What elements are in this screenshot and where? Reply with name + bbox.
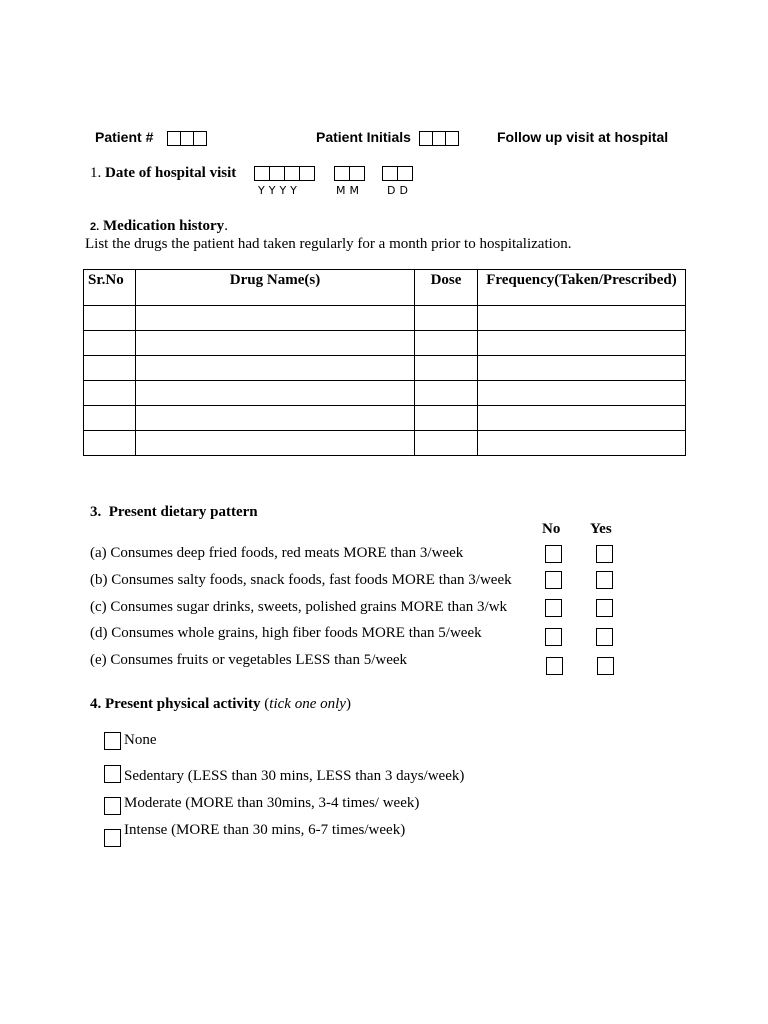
table-header-row — [84, 270, 686, 306]
diet-b-no-checkbox[interactable] — [545, 571, 562, 589]
diet-e-no-checkbox[interactable] — [546, 657, 563, 675]
drug-name-cell[interactable] — [136, 306, 415, 331]
diet-d-yes-checkbox[interactable] — [596, 628, 613, 646]
medication-table — [83, 269, 686, 456]
section-number: 4. — [90, 696, 102, 712]
col-frequency: Frequency(Taken/Prescribed) — [478, 270, 686, 306]
activity-none-label: None — [124, 732, 157, 748]
frequency-cell[interactable] — [478, 356, 686, 381]
section-number: 1. — [90, 165, 102, 181]
col-drug-name: Drug Name(s) — [136, 270, 415, 306]
dose-cell[interactable] — [415, 431, 478, 456]
activity-none-checkbox[interactable] — [104, 732, 121, 750]
month-caption: MM — [336, 184, 363, 197]
diet-a-yes-checkbox[interactable] — [596, 545, 613, 563]
table-row — [84, 331, 686, 356]
activity-sedentary-checkbox[interactable] — [104, 765, 121, 783]
activity-sedentary-label: Sedentary (LESS than 30 mins, LESS than 3 days/week) — [124, 768, 465, 784]
hint-close: ) — [345, 696, 351, 712]
drug-name-cell[interactable] — [136, 406, 415, 431]
diet-item-a: (a) Consumes deep fried foods, red meats MORE than 3/week — [90, 545, 464, 561]
sr-no-cell[interactable] — [84, 331, 136, 356]
col-sr-no: Sr.No — [84, 270, 136, 306]
section-title: Present dietary pattern — [108, 504, 258, 520]
table-row — [84, 431, 686, 456]
diet-item-d: (d) Consumes whole grains, high fiber foods MORE than 5/week — [90, 625, 482, 641]
day-caption: DD — [387, 184, 412, 197]
activity-intense-checkbox[interactable] — [104, 829, 121, 847]
patient-initials-label: Patient Initials — [316, 129, 411, 145]
diet-b-yes-checkbox[interactable] — [596, 571, 613, 589]
frequency-cell[interactable] — [478, 431, 686, 456]
activity-moderate-label: Moderate (MORE than 30mins, 3-4 times/ week) — [124, 795, 420, 811]
visit-day-boxes[interactable] — [382, 166, 413, 181]
section-number: 3. — [90, 504, 102, 520]
patient-number-label: Patient # — [95, 129, 154, 145]
table-row — [84, 306, 686, 331]
patient-number-boxes[interactable] — [167, 131, 207, 146]
diet-item-e: (e) Consumes fruits or vegetables LESS than 5/week — [90, 652, 408, 668]
dose-cell[interactable] — [415, 381, 478, 406]
sr-no-cell[interactable] — [84, 356, 136, 381]
no-column-label: No — [542, 521, 561, 537]
frequency-cell[interactable] — [478, 381, 686, 406]
activity-intense-label: Intense (MORE than 30 mins, 6-7 times/week) — [124, 822, 406, 838]
tick-hint: tick one only — [269, 696, 346, 712]
visit-month-boxes[interactable] — [334, 166, 365, 181]
title-period: . — [224, 218, 228, 234]
drug-name-cell[interactable] — [136, 431, 415, 456]
physical-activity-heading — [90, 696, 351, 713]
yes-column-label: Yes — [590, 521, 612, 537]
visit-date-label — [90, 165, 236, 182]
table-row — [84, 381, 686, 406]
table-row — [84, 406, 686, 431]
diet-item-b: (b) Consumes salty foods, snack foods, fast foods MORE than 3/week — [90, 572, 512, 588]
diet-c-yes-checkbox[interactable] — [596, 599, 613, 617]
diet-e-yes-checkbox[interactable] — [597, 657, 614, 675]
drug-name-cell[interactable] — [136, 331, 415, 356]
medication-instruction: List the drugs the patient had taken regularly for a month prior to hospitalization. — [85, 236, 572, 252]
year-caption: YYYY — [258, 184, 301, 197]
diet-d-no-checkbox[interactable] — [545, 628, 562, 646]
dose-cell[interactable] — [415, 406, 478, 431]
table-row — [84, 356, 686, 381]
dose-cell[interactable] — [415, 356, 478, 381]
dose-cell[interactable] — [415, 306, 478, 331]
sr-no-cell[interactable] — [84, 406, 136, 431]
frequency-cell[interactable] — [478, 306, 686, 331]
diet-item-c: (c) Consumes sugar drinks, sweets, polished grains MORE than 3/wk — [90, 599, 508, 615]
drug-name-cell[interactable] — [136, 356, 415, 381]
drug-name-cell[interactable] — [136, 381, 415, 406]
section-title: Date of hospital visit — [105, 165, 237, 181]
patient-initials-boxes[interactable] — [419, 131, 459, 146]
diet-a-no-checkbox[interactable] — [545, 545, 562, 563]
sr-no-cell[interactable] — [84, 431, 136, 456]
section-number: 2. — [90, 221, 100, 233]
col-dose: Dose — [415, 270, 478, 306]
section-title: Medication history — [102, 218, 225, 234]
frequency-cell[interactable] — [478, 331, 686, 356]
sr-no-cell[interactable] — [84, 381, 136, 406]
sr-no-cell[interactable] — [84, 306, 136, 331]
medication-history-heading — [90, 218, 228, 235]
visit-type-label: Follow up visit at hospital — [497, 129, 669, 145]
hint-open: ( — [264, 696, 270, 712]
dose-cell[interactable] — [415, 331, 478, 356]
diet-c-no-checkbox[interactable] — [545, 599, 562, 617]
dietary-pattern-heading — [90, 504, 258, 521]
visit-year-boxes[interactable] — [254, 166, 315, 181]
activity-moderate-checkbox[interactable] — [104, 797, 121, 815]
frequency-cell[interactable] — [478, 406, 686, 431]
section-title: Present physical activity — [105, 696, 261, 712]
